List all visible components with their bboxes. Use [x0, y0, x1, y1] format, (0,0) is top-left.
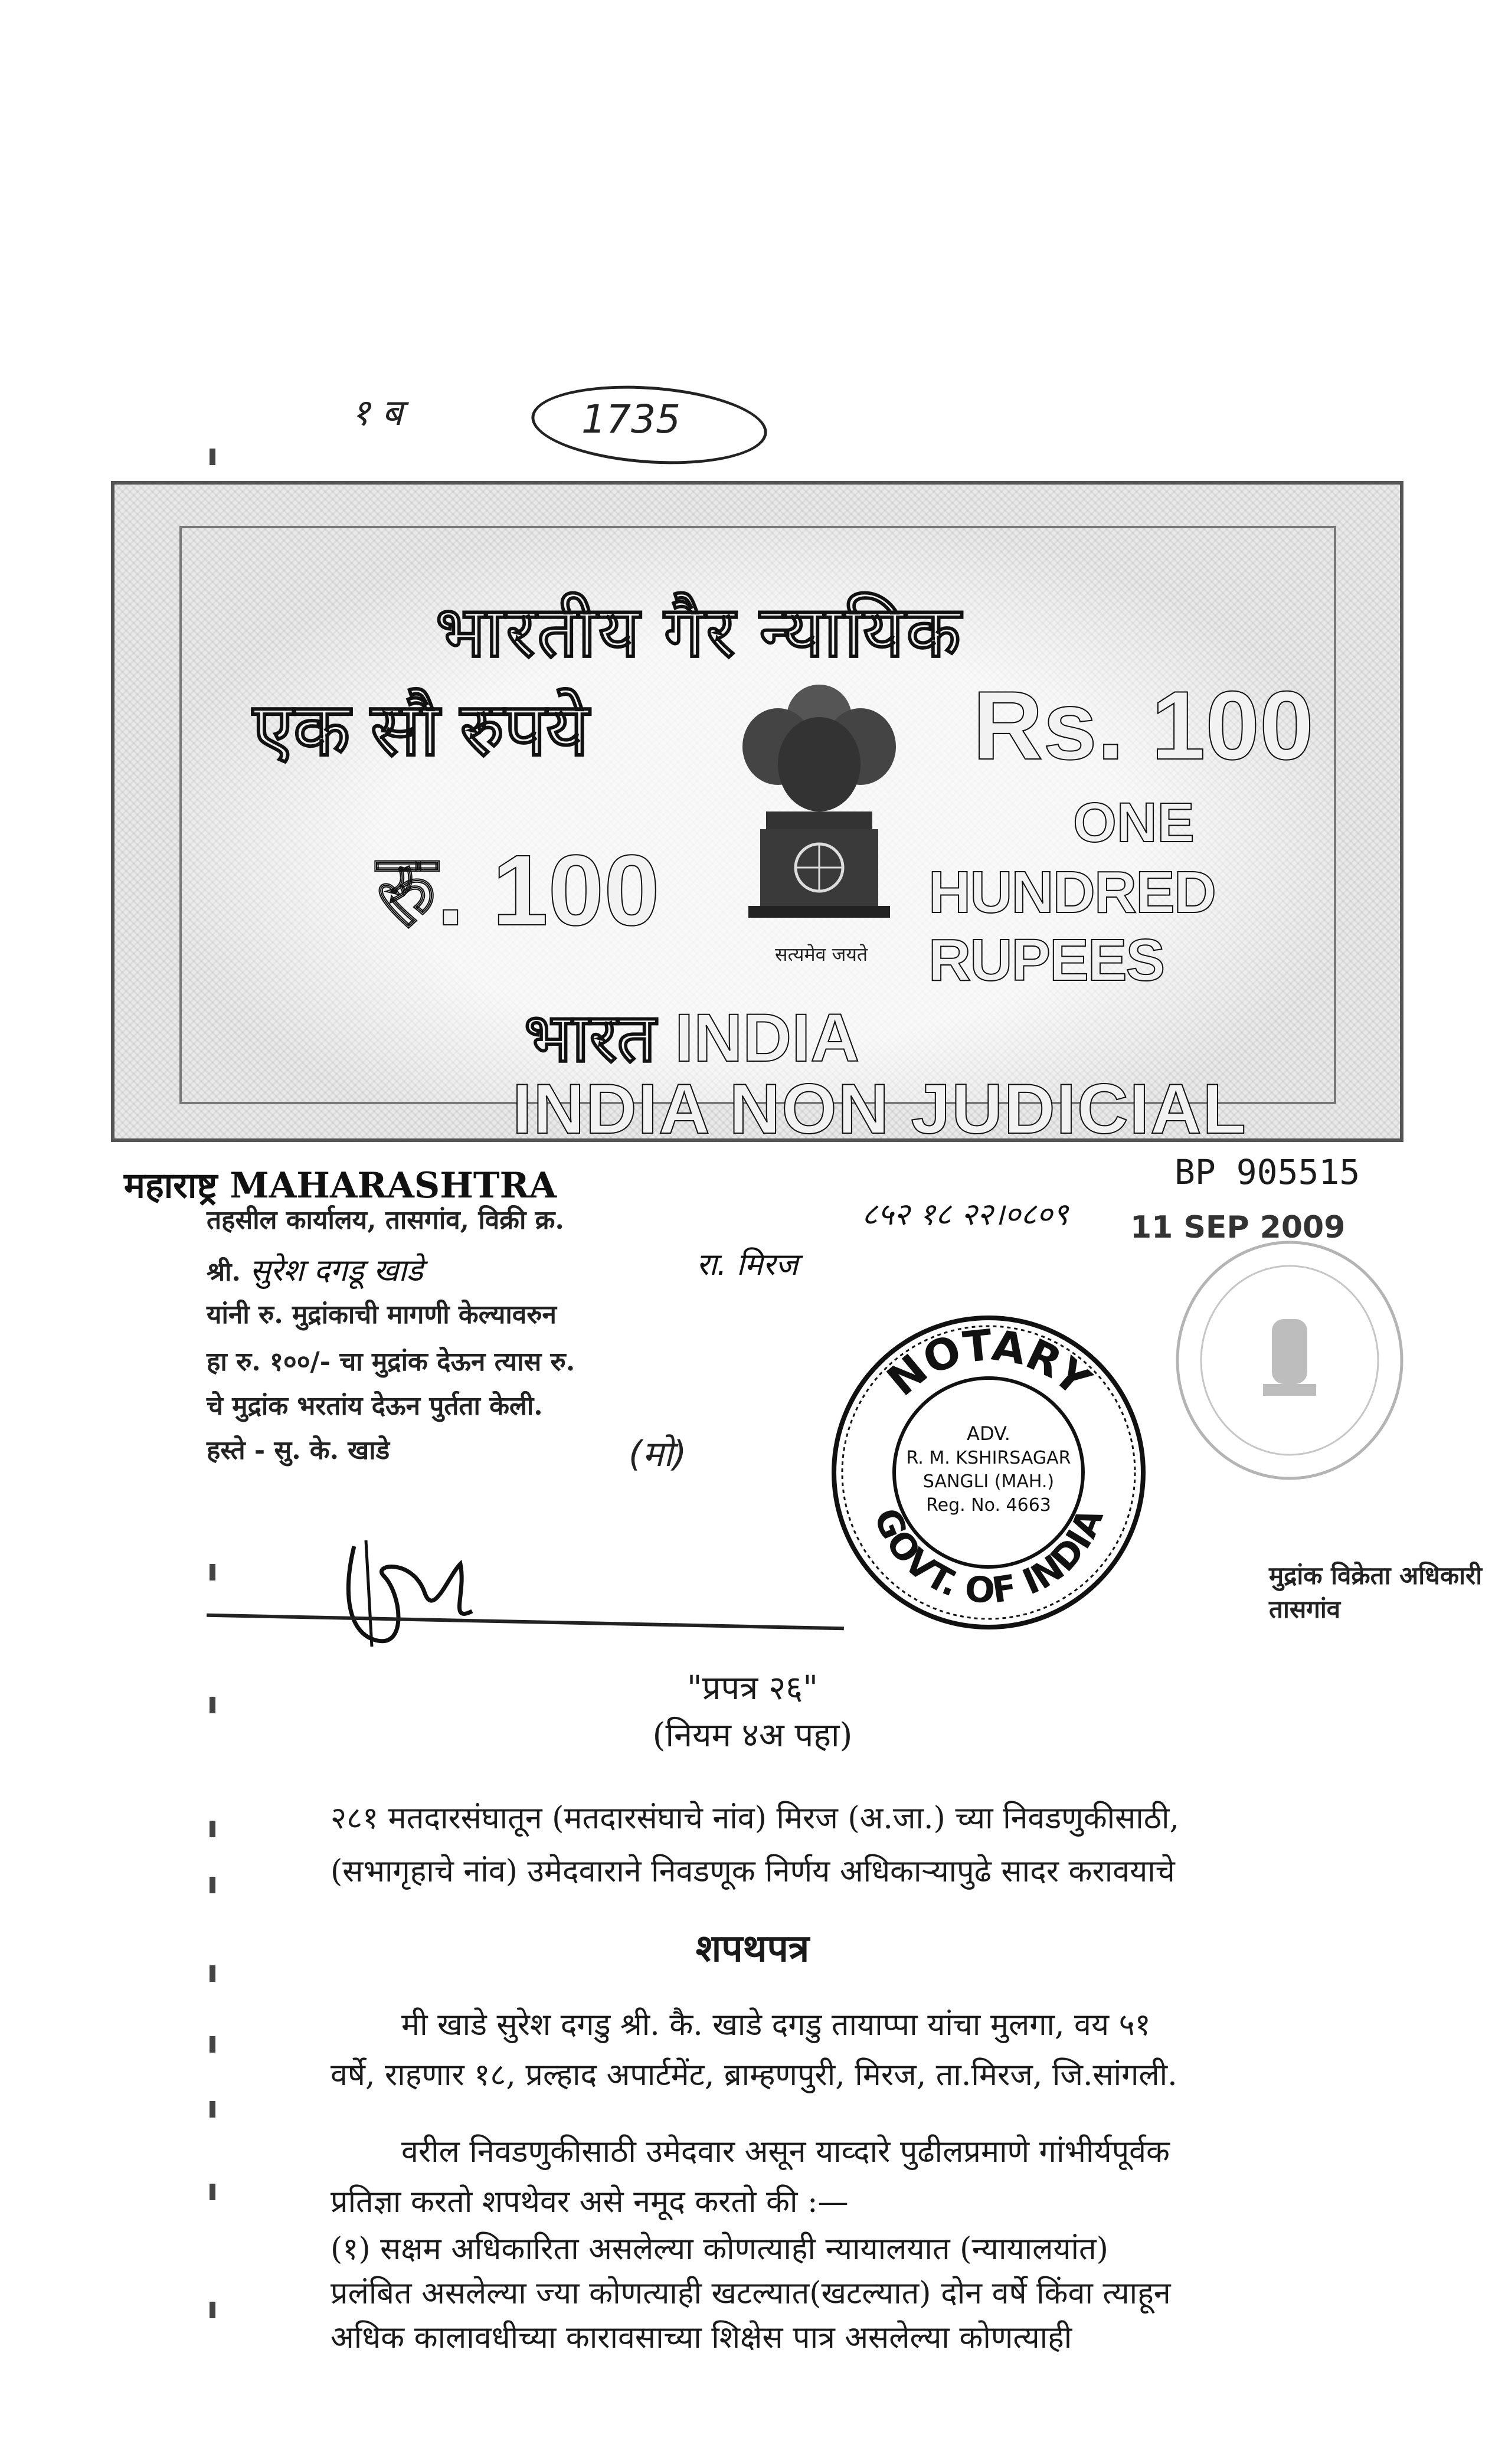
date-stamp: 11 SEP 2009: [1130, 1210, 1346, 1245]
notary-name-line-2: R. M. KSHIRSAGAR: [906, 1448, 1071, 1468]
stamp-hindi-amount: एक सौ रुपये: [253, 689, 589, 771]
margin-mark: [210, 1697, 215, 1713]
stamp-country-text: भारत INDIA: [524, 1000, 860, 1076]
purchaser-name: सुरेश दगडू खाडे: [250, 1253, 423, 1288]
vendor-initials: (मो): [629, 1434, 687, 1475]
oath-line-3: (१) सक्षम अधिकारिता असलेल्या कोणत्याही न्यायालयात (न्यायालयांत): [331, 2231, 1108, 2267]
stamp-amount-english: Rs. 100: [973, 671, 1314, 780]
vendor-officer-title: मुद्रांक विक्रेता अधिकारी तासगांव: [1269, 1561, 1483, 1624]
notary-reg-number: Reg. No. 4663: [926, 1495, 1051, 1516]
oath-line-4: प्रलंबित असलेल्या ज्या कोणत्याही खटल्यात(खटल्यात) दोन वर्षे किंवा त्याहून: [331, 2276, 1171, 2311]
oath-line-5: अधिक कालावधीच्या कारावसाच्या शिक्षेस पात्र असलेल्या कोणत्याही: [331, 2320, 1072, 2355]
stamp-motto: सत्यमेव जयते: [775, 943, 868, 966]
vendor-line-1: तहसील कार्यालय, तासगांव, विक्री क्र.: [207, 1205, 564, 1235]
vendor-line-2-label: श्री.: [207, 1257, 241, 1287]
vendor-line-3: यांनी रु. मुद्रांकाची मागणी केल्यावरुन: [207, 1300, 557, 1330]
purchaser-place: रा. मिरज: [696, 1247, 799, 1282]
page-number-annotation: १ ब: [351, 391, 403, 434]
document-title: शपथपत्र: [695, 1926, 810, 1971]
oath-line-1: वरील निवडणुकीसाठी उमेदवार असून याव्दारे पुढीलप्रमाणे गांभीर्यपूर्वक: [401, 2134, 1170, 2170]
national-emblem-icon: [725, 676, 914, 947]
deponent-line-1: मी खाडे सुरेश दगडु श्री. कै. खाडे दगडु तायाप्पा यांचा मुलगा, वय ५१: [401, 2007, 1151, 2043]
revenue-seal-icon: [1172, 1236, 1408, 1484]
svg-text:GOVT. OF INDIA: [865, 1503, 1111, 1612]
stamp-top-text: भारतीय गैर न्यायिक: [436, 593, 963, 672]
notary-seal-bottom: GOVT. OF INDIA: [865, 1503, 1112, 1612]
deponent-line-2: वर्षे, राहणार १८, प्रल्हाद अपार्टमेंट, ब्राम्हणपुरी, मिरज, ता.मिरज, जि.सांगली.: [331, 2057, 1177, 2093]
vendor-line-4: हा रु. १००/- चा मुद्रांक देऊन त्यास रु.: [207, 1347, 575, 1377]
stamp-inner-frame: [179, 526, 1336, 1148]
oath-line-2: प्रतिज्ञा करतो शपथेवर असे नमूद करतो की :—: [331, 2184, 849, 2220]
notary-name-line-3: SANGLI (MAH.): [922, 1471, 1055, 1492]
notary-seal-top: NOTARY: [878, 1320, 1100, 1406]
margin-mark: [210, 1821, 215, 1837]
stamp-amount-hindi: रु. 100: [377, 835, 660, 947]
svg-text:NOTARY: [878, 1320, 1100, 1406]
intro-line-2: (सभागृहाचे नांव) उमेदवाराने निवडणूक निर्णय अधिकाऱ्यापुढे सादर करावयाचे: [331, 1854, 1175, 1889]
notary-seal: [823, 1307, 1154, 1638]
stamp-one-text: ONE: [1073, 791, 1195, 854]
vendor-line-6: हस्ते - सु. के. खाडे: [207, 1435, 390, 1465]
file-number-annotation: 1735: [581, 397, 680, 442]
vendor-line-5: चे मुद्रांक भरतांय देऊन पुर्तता केली.: [207, 1391, 543, 1421]
margin-mark: [210, 2101, 215, 2118]
margin-mark: [210, 2302, 215, 2318]
vendor-line-2: [207, 1248, 423, 1290]
stamp-non-judicial-text: INDIA NON JUDICIAL: [512, 1069, 1247, 1148]
stamp-paper: [111, 481, 1403, 1148]
stamp-hundred-rupees-text: HUNDRED RUPEES: [928, 859, 1215, 993]
margin-mark: [210, 2184, 215, 2200]
state-label: महाराष्ट्र MAHARASHTRA: [124, 1165, 557, 1206]
serial-number: BP 905515: [1174, 1152, 1360, 1192]
margin-mark: [210, 2036, 215, 2053]
margin-mark: [210, 1965, 215, 1982]
form-title: "प्रपत्र २६": [686, 1669, 819, 1707]
signature-line: [207, 1614, 844, 1631]
margin-mark: [210, 449, 215, 465]
signature-icon: [331, 1523, 484, 1658]
notary-name-line-1: ADV.: [967, 1422, 1010, 1445]
margin-mark: [210, 1564, 215, 1581]
vendor-sale-number: ८५२ १८ २२।०८०९: [862, 1197, 1069, 1232]
intro-line-1: २८१ मतदारसंघातून (मतदारसंघाचे नांव) मिरज (अ.जा.) च्या निवडणुकीसाठी,: [331, 1801, 1179, 1836]
margin-mark: [210, 1877, 215, 1893]
rule-reference: (नियम ४अ पहा): [652, 1716, 853, 1755]
